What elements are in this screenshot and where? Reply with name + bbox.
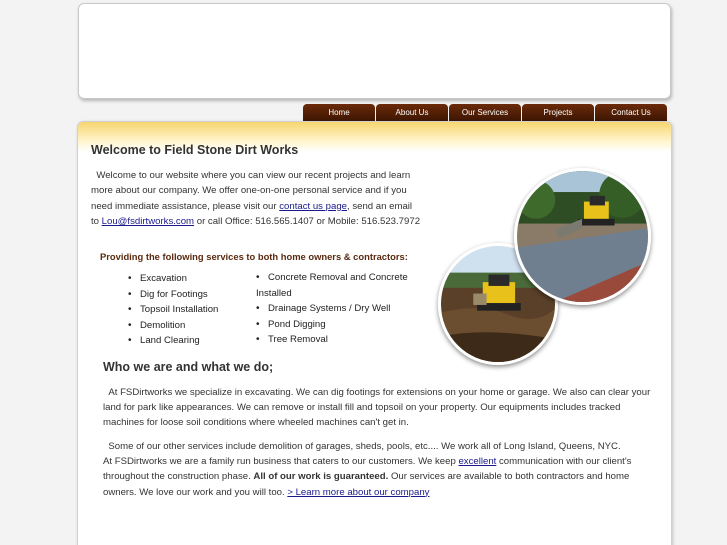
intro-text: Welcome to our website where you can view our recent projects and learn more about our company. We offer one-on-one personal service and if you need immediate assistance, please visit our	[91, 170, 411, 212]
intro-paragraph	[91, 168, 421, 229]
paving-photo	[514, 168, 651, 305]
services-list-left	[128, 271, 218, 349]
list-item: • Excavation	[128, 271, 218, 287]
nav-our-services[interactable]: Our Services	[449, 104, 521, 121]
guarantee-text: All of our work is guaranteed.	[253, 471, 389, 483]
nav-contact-us[interactable]: Contact Us	[595, 104, 667, 121]
list-item: • Tree Removal	[256, 332, 416, 348]
who-we-are-heading: Who we are and what we do;	[103, 360, 274, 374]
about-text: At FSDirtworks we specialize in excavating. We can dig footings for extensions on your home or garage. We also can clear your land for park like appearances. We can remove or install fill and topsoil on your property. Our equipments includes tracked machines for loose soil conditions where wheeled machines can't get in.	[103, 387, 651, 429]
email-link[interactable]: Lou@fsdirtworks.com	[101, 215, 195, 227]
about-text: Our services are available to both contractors and home owners. We love our work and you will too.	[103, 471, 630, 498]
about-paragraph-2	[103, 439, 653, 500]
intro-text: or call Office: 516.565.1407 or Mobile: 516.523.7972	[194, 215, 421, 227]
about-paragraph-1	[103, 385, 653, 431]
about-text: communication with our client's throughout the construction phase.	[103, 456, 632, 483]
list-item: • Concrete Removal and Concrete	[256, 270, 416, 286]
learn-more-link[interactable]: > Learn more about our company	[287, 486, 430, 498]
header-banner	[78, 3, 671, 99]
list-item: • Topsoil Installation	[128, 302, 218, 318]
main-nav	[303, 104, 667, 121]
nav-projects[interactable]: Projects	[522, 104, 594, 121]
contact-us-link[interactable]: contact us page	[279, 200, 347, 212]
services-list-right	[256, 270, 416, 348]
excellent-link[interactable]: excellent	[458, 456, 497, 468]
list-item: • Drainage Systems / Dry Well	[256, 301, 416, 317]
nav-about-us[interactable]: About Us	[376, 104, 448, 121]
services-heading: Providing the following services to both home owners & contractors:	[100, 251, 408, 262]
intro-text: , send an email to	[91, 200, 413, 227]
content-panel	[77, 121, 672, 545]
list-item: • Demolition	[128, 318, 218, 334]
nav-home[interactable]: Home	[303, 104, 375, 121]
list-item: • Pond Digging	[256, 317, 416, 333]
paving-photo-image	[517, 171, 648, 302]
list-item: • Dig for Footings	[128, 287, 218, 303]
list-item: • Land Clearing	[128, 333, 218, 349]
list-item-continuation: Installed	[256, 287, 292, 299]
about-text: Some of our other services include demolition of garages, sheds, pools, etc.... We work all of Long Island, Queens, NYC.	[108, 441, 621, 452]
page-title: Welcome to Field Stone Dirt Works	[91, 143, 299, 157]
about-text: At FSDirtworks we are a family run business that caters to our customers. We keep	[103, 456, 459, 468]
